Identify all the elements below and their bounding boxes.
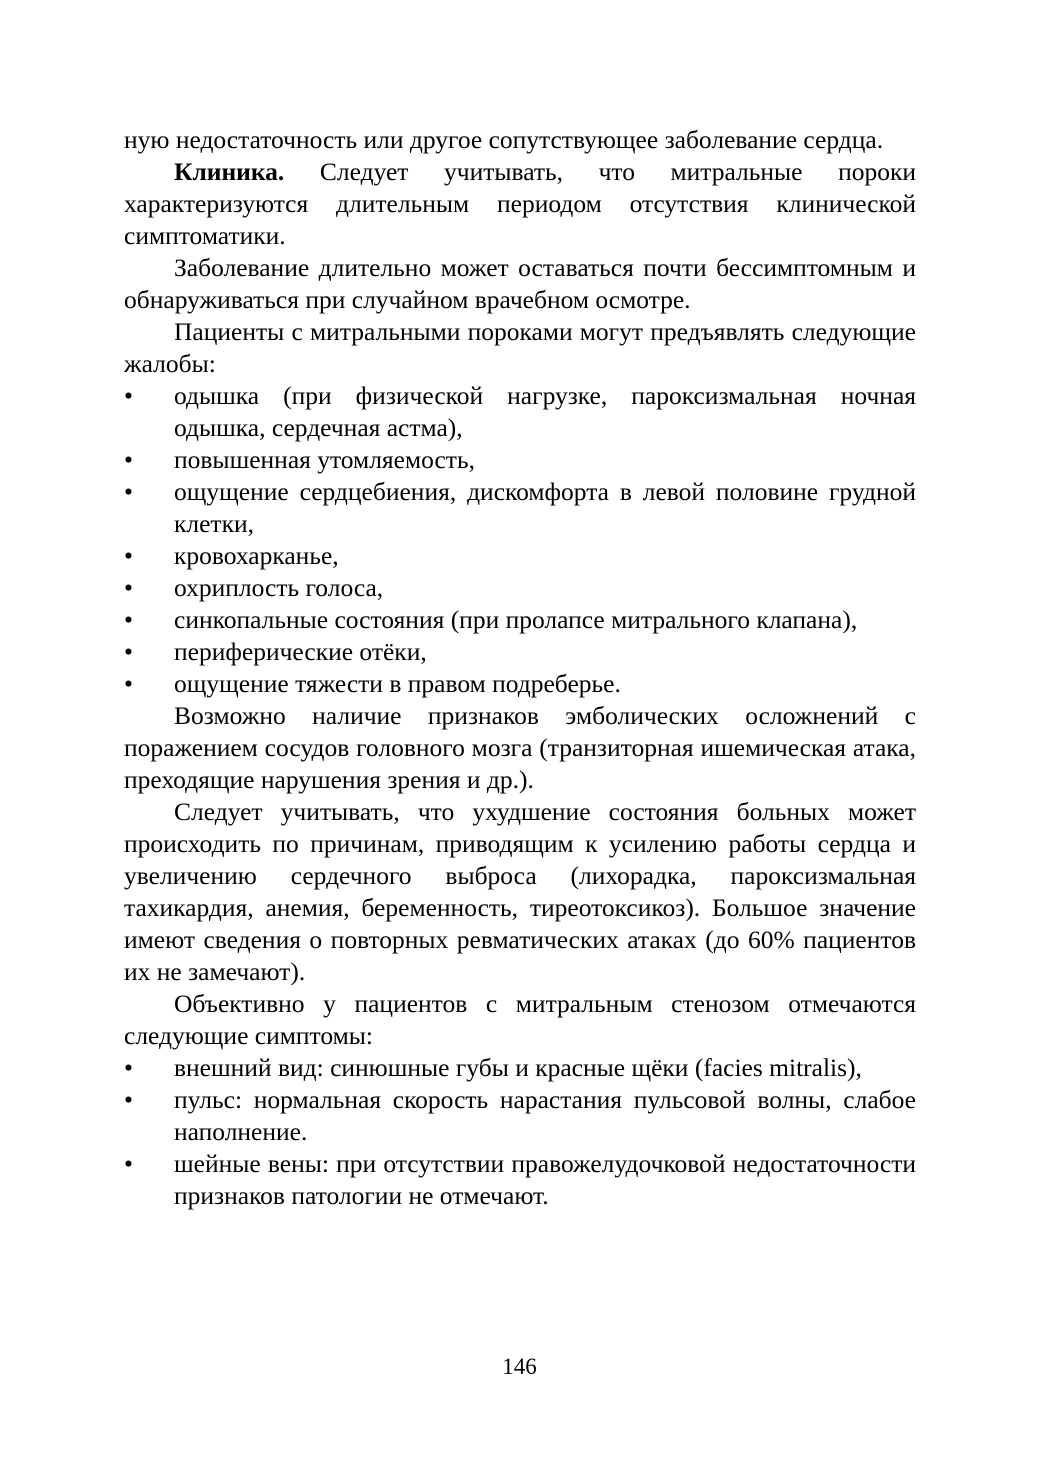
paragraph-asymptomatic: Заболевание длительно может оставаться почти бессимптомным и обнаруживаться при случайном врачебном осмотре. <box>124 253 916 314</box>
complaints-list <box>124 380 916 700</box>
page-body <box>124 124 916 1212</box>
clinic-heading: Клиника. <box>174 157 285 186</box>
list-item-text: ощущение сердцебиения, дискомфорта в левой половине грудной клетки, <box>174 477 916 538</box>
symptoms-list <box>124 1052 916 1212</box>
paragraph-symptoms-intro: Объективно у пациентов с митральным стенозом отмечаются следующие симптомы: <box>124 989 916 1050</box>
list-item-text: охриплость голоса, <box>174 573 384 602</box>
list-item <box>124 572 916 604</box>
paragraph-clinic <box>124 156 916 252</box>
list-item-text: кровохарканье, <box>174 541 339 570</box>
bullet-icon: • <box>124 541 133 570</box>
bullet-icon: • <box>124 477 133 506</box>
list-item-text: одышка (при физической нагрузке, пароксизмальная ночная одышка, сердечная астма), <box>174 381 916 442</box>
bullet-icon: • <box>124 1149 133 1178</box>
list-item <box>124 380 916 444</box>
list-item-text: пульс: нормальная скорость нарастания пульсовой волны, слабое наполнение. <box>174 1085 916 1146</box>
list-item-text: синкопальные состояния (при пролапсе митрального клапана), <box>174 605 858 634</box>
paragraph-continuation: ную недостаточность или другое сопутствующее заболевание сердца. <box>124 125 884 154</box>
paragraph-embolic: Возможно наличие признаков эмболических осложнений с поражением сосудов головного мозга (транзиторная ишемическая атака, преходящие нарушения зрения и др.). <box>124 701 916 794</box>
bullet-icon: • <box>124 381 133 410</box>
list-item-text: повышенная утомляемость, <box>174 445 475 474</box>
list-item-text: шейные вены: при отсутствии правожелудочковой недостаточности признаков патологии не отмечают. <box>174 1149 916 1210</box>
list-item <box>124 636 916 668</box>
bullet-icon: • <box>124 605 133 634</box>
list-item-text: периферические отёки, <box>174 637 427 666</box>
list-item <box>124 476 916 540</box>
bullet-icon: • <box>124 669 133 698</box>
paragraph-complaints-intro: Пациенты с митральными пороками могут предъявлять следующие жалобы: <box>124 317 916 378</box>
list-item <box>124 1052 916 1084</box>
bullet-icon: • <box>124 1053 133 1082</box>
list-item <box>124 540 916 572</box>
list-item <box>124 1148 916 1212</box>
bullet-icon: • <box>124 445 133 474</box>
list-item <box>124 668 916 700</box>
clinic-text: Следует учитывать, что митральные пороки характеризуются длительным периодом отсутствия клинической симптоматики. <box>124 157 916 250</box>
page-number: 146 <box>502 1354 537 1379</box>
paragraph-worsening: Следует учитывать, что ухудшение состояния больных может происходить по причинам, приводящим к усилению работы сердца и увеличению сердечного выброса (лихорадка, пароксизмальная тахикардия, анемия, беременность, тиреотоксикоз). Большое значение имеют сведения о повторных ревматических атаках (до 60% пациентов их не замечают). <box>124 797 916 986</box>
bullet-icon: • <box>124 1085 133 1114</box>
bullet-icon: • <box>124 637 133 666</box>
list-item <box>124 1084 916 1148</box>
list-item <box>124 604 916 636</box>
bullet-icon: • <box>124 573 133 602</box>
list-item <box>124 444 916 476</box>
list-item-text: внешний вид: синюшные губы и красные щёки (facies mitralis), <box>174 1053 862 1082</box>
list-item-text: ощущение тяжести в правом подреберье. <box>174 669 621 698</box>
